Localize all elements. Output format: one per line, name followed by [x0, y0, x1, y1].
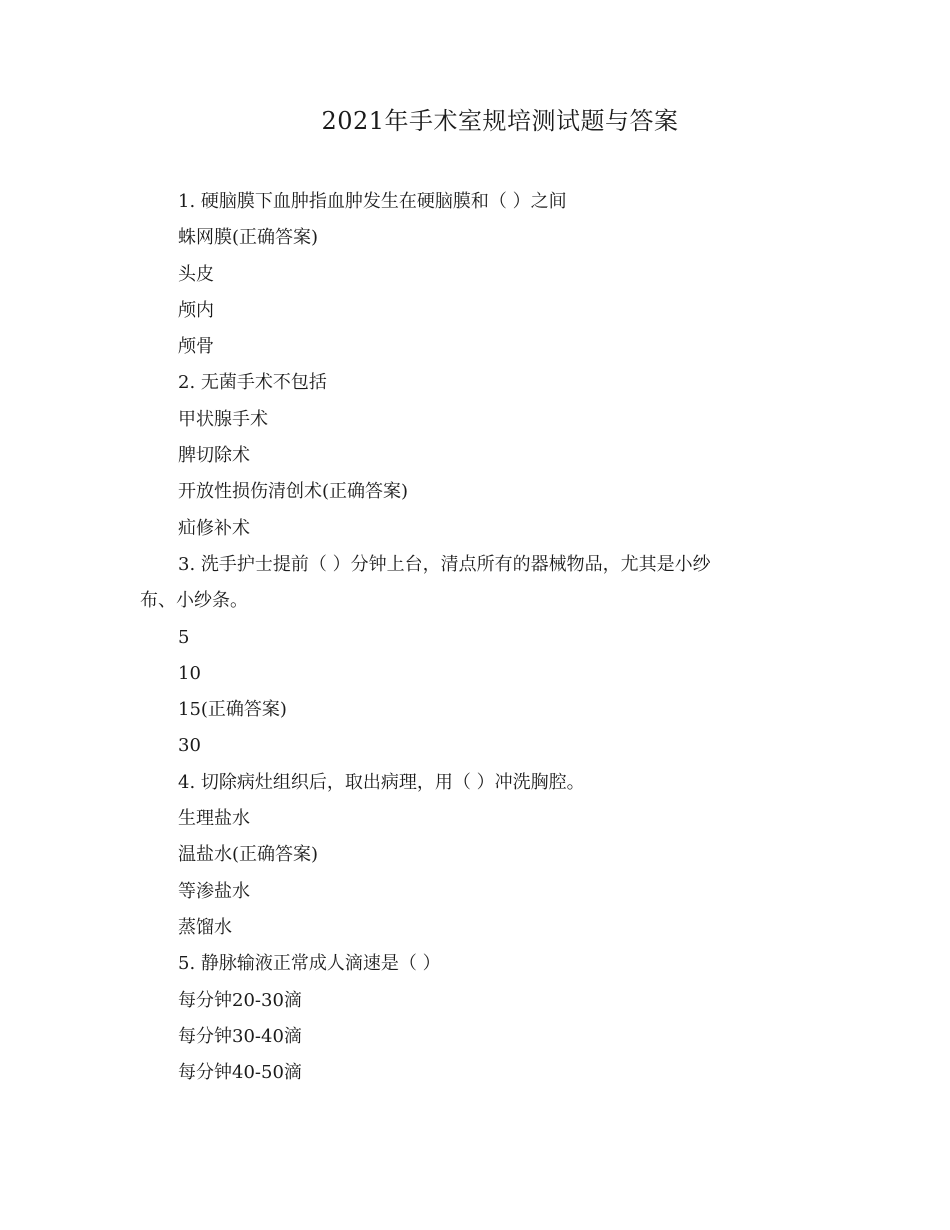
question-2-option-a: 甲状腺手术 [178, 408, 268, 430]
question-3-stem-line-2: 布、小纱条。 [140, 590, 248, 612]
question-5-stem: 5. 静脉输液正常成人滴速是（ ） [178, 953, 441, 975]
question-4-stem: 4. 切除病灶组织后，取出病理，用（ ）冲洗胸腔。 [178, 771, 585, 793]
document-title: 2021年手术室规培测试题与答案 [321, 107, 679, 135]
question-5-option-c: 每分钟40-50滴 [178, 1062, 302, 1084]
question-2-option-c: 开放性损伤清创术(正确答案) [178, 481, 409, 503]
question-1-option-d: 颅骨 [178, 336, 214, 358]
question-2-option-b: 脾切除术 [178, 445, 250, 467]
question-1-option-a: 蛛网膜(正确答案) [178, 227, 319, 249]
question-2-stem: 2. 无菌手术不包括 [178, 372, 327, 394]
question-5-option-b: 每分钟30-40滴 [178, 1025, 302, 1047]
question-4-option-a: 生理盐水 [178, 808, 250, 830]
question-list [140, 184, 820, 1091]
question-1-option-b: 头皮 [178, 263, 214, 285]
question-3-option-a: 5 [178, 626, 190, 648]
question-3-option-c: 15(正确答案) [178, 699, 287, 721]
question-2-option-d: 疝修补术 [178, 517, 250, 539]
question-5-option-a: 每分钟20-30滴 [178, 989, 302, 1011]
question-3-option-b: 10 [178, 662, 201, 684]
question-3-stem-line-1: 3. 洗手护士提前（ ）分钟上台，清点所有的器械物品，尤其是小纱 [178, 553, 711, 575]
question-4-option-d: 蒸馏水 [178, 916, 232, 938]
question-4-option-b: 温盐水(正确答案) [178, 844, 319, 866]
question-1-stem: 1. 硬脑膜下血肿指血肿发生在硬脑膜和（ ）之间 [178, 191, 567, 212]
question-3-option-d: 30 [178, 735, 201, 757]
question-4-option-c: 等渗盐水 [178, 880, 250, 902]
question-1-option-c: 颅内 [178, 299, 214, 321]
